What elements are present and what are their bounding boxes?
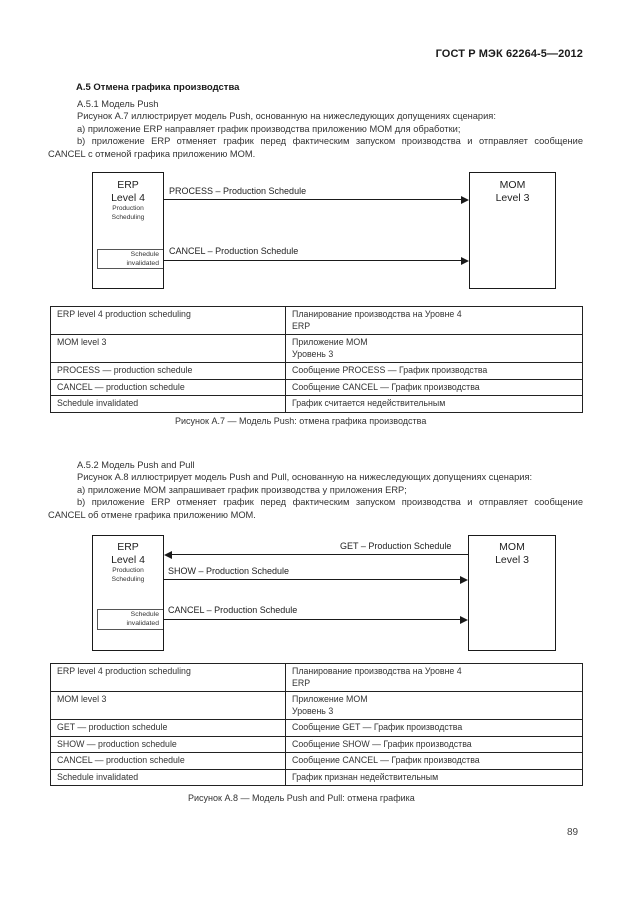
cancel-message-label: CANCEL – Production Schedule	[168, 605, 298, 615]
mom-box	[469, 172, 556, 289]
erp-box	[92, 535, 164, 651]
table-row	[51, 664, 583, 692]
glossary-en: MOM level 3	[51, 692, 286, 720]
schedule-box-line1: Schedule	[130, 611, 159, 618]
schedule-box-line1: Schedule	[130, 251, 159, 258]
erp-sub1: Production	[112, 567, 144, 574]
arrow-right-icon	[460, 576, 468, 584]
glossary-ru: Приложение МОМ Уровень 3	[286, 692, 583, 720]
show-message-label: SHOW – Production Schedule	[168, 566, 290, 576]
show-arrow-line	[164, 579, 461, 580]
glossary-en: CANCEL — production schedule	[51, 753, 286, 770]
mom-box	[468, 535, 556, 651]
glossary-ru: Сообщение CANCEL — График производства	[286, 753, 583, 770]
glossary-ru: Сообщение SHOW — График производства	[286, 736, 583, 753]
page-number: 89	[567, 827, 579, 838]
glossary-en: ERP level 4 production scheduling	[51, 307, 286, 335]
list-item-b: b) приложение ERP отменяет график перед фактическим запуском производства и отправляет сообщение	[77, 497, 583, 508]
subsection-title: А.5.2 Модель Push and Pull	[77, 460, 195, 470]
table-row	[51, 769, 583, 786]
subsection-push-pull-text	[48, 459, 583, 521]
glossary-en: GET — production schedule	[51, 720, 286, 737]
paragraph-intro: Рисунок А.8 иллюстрирует модель Push and Pull, основанную на нижеследующих допущениях сценария:	[77, 472, 533, 483]
table-row	[51, 363, 583, 380]
figure-a8-caption: Рисунок А.8 — Модель Push and Pull: отмена графика	[188, 793, 415, 803]
glossary-en: MOM level 3	[51, 335, 286, 363]
mom-title: MOM	[499, 179, 526, 191]
process-arrow-line	[164, 199, 462, 200]
list-item-b: b) приложение ERP отменяет график перед фактическим запуском производства и отправляет сообщение	[77, 136, 583, 147]
cancel-arrow-line	[164, 260, 462, 261]
schedule-box-line2: invalidated	[126, 260, 159, 267]
glossary-ru: Планирование производства на Уровне 4 ERP	[286, 307, 583, 335]
glossary-ru: Планирование производства на Уровне 4 ERP	[286, 664, 583, 692]
mom-level: Level 3	[495, 192, 530, 204]
cancel-message-label: CANCEL – Production Schedule	[169, 246, 299, 256]
glossary-en: Schedule invalidated	[51, 769, 286, 786]
glossary-en: CANCEL — production schedule	[51, 379, 286, 396]
erp-sub1: Production	[112, 205, 144, 212]
paragraph-intro: Рисунок А.7 иллюстрирует модель Push, основанную на нижеследующих допущениях сценария:	[77, 111, 496, 122]
table-row	[51, 736, 583, 753]
get-arrow-line	[171, 554, 468, 555]
erp-box	[92, 172, 164, 289]
glossary-ru: График считается недействительным	[286, 396, 583, 413]
erp-title: ERP	[117, 179, 139, 191]
list-item-a: а) приложение ERP направляет график производства приложению МОМ для обработки;	[77, 123, 461, 134]
glossary-ru: График признан недействительным	[286, 769, 583, 786]
mom-title: MOM	[499, 541, 525, 553]
schedule-box-line2: invalidated	[126, 620, 159, 627]
arrow-right-icon	[461, 257, 469, 265]
erp-level: Level 4	[111, 192, 145, 204]
list-item-b-continued: CANCEL об отмене графика приложению МОМ.	[48, 509, 256, 520]
section-title: А.5 Отмена графика производства	[76, 82, 240, 93]
erp-sub2: Scheduling	[111, 575, 145, 583]
document-standard-header: ГОСТ Р МЭК 62264-5—2012	[435, 48, 583, 60]
table-row	[51, 753, 583, 770]
glossary-en: ERP level 4 production scheduling	[51, 664, 286, 692]
subsection-push-text	[48, 98, 583, 160]
glossary-ru: Сообщение CANCEL — График производства	[286, 379, 583, 396]
erp-level: Level 4	[111, 554, 145, 566]
get-message-label: GET – Production Schedule	[340, 541, 452, 551]
table-row	[51, 396, 583, 413]
table-row	[51, 720, 583, 737]
glossary-en: PROCESS — production schedule	[51, 363, 286, 380]
glossary-en: Schedule invalidated	[51, 396, 286, 413]
process-message-label: PROCESS – Production Schedule	[169, 186, 307, 196]
arrow-right-icon	[460, 616, 468, 624]
list-item-a: а) приложение МОМ запрашивает график производства у приложения ERP;	[77, 484, 407, 495]
schedule-invalidated-box	[97, 249, 163, 269]
subsection-title: А.5.1 Модель Push	[77, 99, 159, 109]
figure-a7-caption: Рисунок А.7 — Модель Push: отмена графика производства	[175, 416, 427, 426]
list-item-b-continued: CANCEL с отменой графика приложению МОМ.	[48, 148, 256, 159]
glossary-en: SHOW — production schedule	[51, 736, 286, 753]
table-row	[51, 692, 583, 720]
table-row	[51, 307, 583, 335]
glossary-ru: Сообщение GET — График производства	[286, 720, 583, 737]
figure-a8-glossary-table	[50, 663, 583, 786]
erp-title: ERP	[117, 541, 139, 553]
mom-level: Level 3	[495, 554, 529, 566]
figure-a7-glossary-table	[50, 306, 583, 413]
cancel-arrow-line	[164, 619, 461, 620]
table-row	[51, 335, 583, 363]
arrow-left-icon	[164, 551, 172, 559]
arrow-right-icon	[461, 196, 469, 204]
glossary-ru: Приложение МОМ Уровень 3	[286, 335, 583, 363]
erp-sub2: Scheduling	[111, 213, 145, 221]
schedule-invalidated-box	[97, 609, 163, 630]
glossary-ru: Сообщение PROCESS — График производства	[286, 363, 583, 380]
table-row	[51, 379, 583, 396]
